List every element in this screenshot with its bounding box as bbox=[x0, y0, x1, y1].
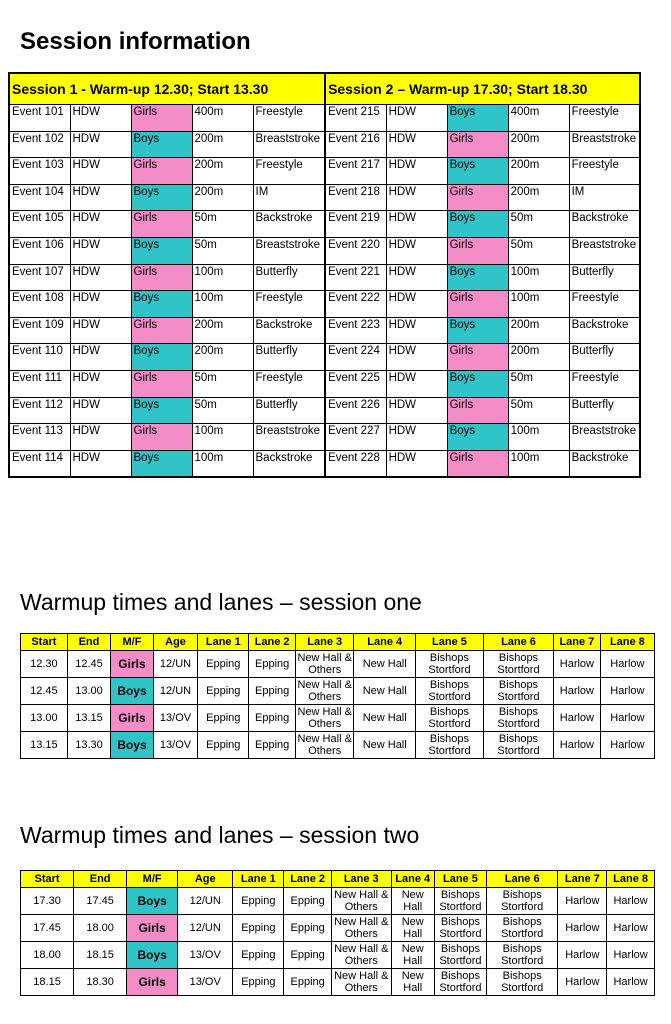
lane-1-cell: Epping bbox=[233, 942, 284, 969]
lane-3-cell: New Hall & Others bbox=[331, 942, 391, 969]
column-header: Lane 3 bbox=[296, 634, 354, 651]
lane-8-cell: Harlow bbox=[600, 732, 654, 759]
club-code-cell: HDW bbox=[386, 158, 447, 185]
distance-cell: 200m bbox=[508, 317, 569, 344]
gender-cell: Girls bbox=[447, 131, 508, 158]
end-time-cell: 13.30 bbox=[67, 732, 111, 759]
gender-cell: Boys bbox=[447, 370, 508, 397]
club-code-cell: HDW bbox=[386, 317, 447, 344]
session-info-row bbox=[9, 397, 640, 424]
gender-cell: Girls bbox=[131, 317, 192, 344]
distance-cell: 50m bbox=[508, 370, 569, 397]
column-header: Start bbox=[21, 634, 68, 651]
stroke-cell: Breaststroke bbox=[253, 237, 325, 264]
gender-cell: Girls bbox=[447, 237, 508, 264]
session-info-row bbox=[9, 317, 640, 344]
club-code-cell: HDW bbox=[70, 158, 131, 185]
end-time-cell: 13.00 bbox=[67, 678, 111, 705]
event-number-cell: Event 227 bbox=[325, 424, 386, 451]
distance-cell: 50m bbox=[192, 237, 253, 264]
stroke-cell: Breaststroke bbox=[569, 237, 640, 264]
lane-8-cell: Harlow bbox=[607, 888, 655, 915]
end-time-cell: 12.45 bbox=[67, 651, 111, 678]
age-group-cell: 13/OV bbox=[153, 732, 198, 759]
stroke-cell: Backstroke bbox=[569, 450, 640, 477]
lane-4-cell: New Hall bbox=[391, 915, 434, 942]
event-number-cell: Event 110 bbox=[9, 344, 70, 371]
lane-5-cell: Bishops Stortford bbox=[416, 732, 484, 759]
lane-4-cell: New Hall bbox=[391, 888, 434, 915]
event-number-cell: Event 228 bbox=[325, 450, 386, 477]
event-number-cell: Event 221 bbox=[325, 264, 386, 291]
distance-cell: 100m bbox=[508, 291, 569, 318]
lane-3-cell: New Hall & Others bbox=[331, 915, 391, 942]
lane-5-cell: Bishops Stortford bbox=[416, 678, 484, 705]
column-header: Lane 2 bbox=[249, 634, 296, 651]
session-info-row bbox=[9, 184, 640, 211]
lane-6-cell: Bishops Stortford bbox=[483, 678, 553, 705]
lane-8-cell: Harlow bbox=[600, 678, 654, 705]
club-code-cell: HDW bbox=[70, 105, 131, 132]
gender-cell: Boys bbox=[131, 184, 192, 211]
club-code-cell: HDW bbox=[386, 397, 447, 424]
lane-7-cell: Harlow bbox=[554, 705, 601, 732]
stroke-cell: Backstroke bbox=[569, 211, 640, 238]
column-header: Lane 8 bbox=[600, 634, 654, 651]
age-group-cell: 13/OV bbox=[178, 942, 233, 969]
distance-cell: 100m bbox=[192, 291, 253, 318]
distance-cell: 200m bbox=[192, 131, 253, 158]
lane-8-cell: Harlow bbox=[600, 705, 654, 732]
session-info-title: Session information bbox=[20, 28, 251, 55]
lane-5-cell: Bishops Stortford bbox=[434, 969, 486, 996]
gender-cell: Girls bbox=[131, 370, 192, 397]
gender-cell: Girls bbox=[447, 397, 508, 424]
gender-cell: Girls bbox=[131, 211, 192, 238]
age-group-cell: 13/OV bbox=[153, 705, 198, 732]
warmup-two-row bbox=[21, 915, 655, 942]
age-group-cell: 12/UN bbox=[178, 888, 233, 915]
warmup-one-title: Warmup times and lanes – session one bbox=[20, 589, 422, 615]
lane-7-cell: Harlow bbox=[554, 732, 601, 759]
session-info-row bbox=[9, 370, 640, 397]
lane-5-cell: Bishops Stortford bbox=[434, 915, 486, 942]
start-time-cell: 12.45 bbox=[21, 678, 68, 705]
start-time-cell: 17.45 bbox=[21, 915, 74, 942]
event-number-cell: Event 101 bbox=[9, 105, 70, 132]
stroke-cell: Butterfly bbox=[253, 344, 325, 371]
stroke-cell: Freestyle bbox=[253, 158, 325, 185]
stroke-cell: Backstroke bbox=[253, 317, 325, 344]
stroke-cell: IM bbox=[253, 184, 325, 211]
gender-cell: Boys bbox=[131, 450, 192, 477]
session-info-row bbox=[9, 158, 640, 185]
stroke-cell: IM bbox=[569, 184, 640, 211]
gender-cell: Girls bbox=[131, 424, 192, 451]
event-number-cell: Event 103 bbox=[9, 158, 70, 185]
distance-cell: 200m bbox=[192, 158, 253, 185]
column-header: Lane 3 bbox=[331, 871, 391, 888]
lane-3-cell: New Hall & Others bbox=[297, 706, 352, 730]
gender-cell: Boys bbox=[131, 291, 192, 318]
lane-2-cell: Epping bbox=[249, 678, 296, 705]
column-header: Age bbox=[178, 871, 233, 888]
distance-cell: 200m bbox=[508, 158, 569, 185]
gender-cell: Girls bbox=[131, 264, 192, 291]
club-code-cell: HDW bbox=[70, 370, 131, 397]
lane-1-cell: Epping bbox=[233, 888, 284, 915]
distance-cell: 100m bbox=[192, 264, 253, 291]
club-code-cell: HDW bbox=[70, 291, 131, 318]
club-code-cell: HDW bbox=[70, 131, 131, 158]
start-time-cell: 17.30 bbox=[21, 888, 74, 915]
event-number-cell: Event 106 bbox=[9, 237, 70, 264]
club-code-cell: HDW bbox=[70, 344, 131, 371]
column-header: Lane 7 bbox=[554, 634, 601, 651]
stroke-cell: Freestyle bbox=[569, 370, 640, 397]
end-time-cell: 18.00 bbox=[74, 915, 127, 942]
distance-cell: 200m bbox=[508, 184, 569, 211]
column-header: Lane 4 bbox=[391, 871, 434, 888]
event-number-cell: Event 217 bbox=[325, 158, 386, 185]
club-code-cell: HDW bbox=[386, 211, 447, 238]
gender-cell: Girls bbox=[127, 915, 178, 942]
lane-3-cell: New Hall & Others bbox=[331, 969, 391, 996]
lane-4-cell: New Hall bbox=[354, 678, 416, 705]
lane-2-cell: Epping bbox=[284, 915, 332, 942]
event-number-cell: Event 105 bbox=[9, 211, 70, 238]
event-number-cell: Event 102 bbox=[9, 131, 70, 158]
distance-cell: 200m bbox=[508, 131, 569, 158]
stroke-cell: Butterfly bbox=[253, 264, 325, 291]
age-group-cell: 13/OV bbox=[178, 969, 233, 996]
club-code-cell: HDW bbox=[386, 291, 447, 318]
lane-6-cell: Bishops Stortford bbox=[486, 888, 558, 915]
distance-cell: 200m bbox=[192, 184, 253, 211]
gender-cell: Boys bbox=[447, 264, 508, 291]
distance-cell: 50m bbox=[508, 237, 569, 264]
distance-cell: 200m bbox=[192, 344, 253, 371]
club-code-cell: HDW bbox=[386, 131, 447, 158]
club-code-cell: HDW bbox=[70, 424, 131, 451]
distance-cell: 400m bbox=[508, 105, 569, 132]
event-number-cell: Event 216 bbox=[325, 131, 386, 158]
lane-2-cell: Epping bbox=[249, 732, 296, 759]
lane-7-cell: Harlow bbox=[558, 888, 607, 915]
lane-2-cell: Epping bbox=[249, 651, 296, 678]
lane-7-cell: Harlow bbox=[558, 942, 607, 969]
lane-1-cell: Epping bbox=[198, 678, 249, 705]
warmup-two-row bbox=[21, 969, 655, 996]
gender-cell: Girls bbox=[447, 291, 508, 318]
session1-header: Session 1 - Warm-up 12.30; Start 13.30 bbox=[9, 73, 325, 105]
distance-cell: 200m bbox=[508, 344, 569, 371]
club-code-cell: HDW bbox=[386, 264, 447, 291]
gender-cell: Girls bbox=[131, 158, 192, 185]
lane-6-cell: Bishops Stortford bbox=[483, 651, 553, 678]
club-code-cell: HDW bbox=[386, 424, 447, 451]
stroke-cell: Freestyle bbox=[253, 370, 325, 397]
lane-2-cell: Epping bbox=[284, 969, 332, 996]
session-info-row bbox=[9, 211, 640, 238]
column-header: Lane 6 bbox=[483, 634, 553, 651]
end-time-cell: 13.15 bbox=[67, 705, 111, 732]
lane-4-cell: New Hall bbox=[391, 969, 434, 996]
lane-6-cell: Bishops Stortford bbox=[486, 969, 558, 996]
column-header: Lane 6 bbox=[486, 871, 558, 888]
gender-cell: Girls bbox=[131, 105, 192, 132]
stroke-cell: Backstroke bbox=[253, 450, 325, 477]
stroke-cell: Butterfly bbox=[569, 344, 640, 371]
warmup-two-table bbox=[20, 870, 655, 996]
lane-1-cell: Epping bbox=[198, 651, 249, 678]
session-info-row bbox=[9, 291, 640, 318]
gender-cell: Boys bbox=[447, 424, 508, 451]
event-number-cell: Event 109 bbox=[9, 317, 70, 344]
club-code-cell: HDW bbox=[386, 450, 447, 477]
column-header: End bbox=[74, 871, 127, 888]
stroke-cell: Butterfly bbox=[569, 264, 640, 291]
lane-4-cell: New Hall bbox=[354, 705, 416, 732]
gender-cell: Girls bbox=[447, 450, 508, 477]
lane-3-cell: New Hall & Others bbox=[331, 888, 391, 915]
event-number-cell: Event 215 bbox=[325, 105, 386, 132]
warmup-two-row bbox=[21, 888, 655, 915]
distance-cell: 50m bbox=[508, 397, 569, 424]
gender-cell: Boys bbox=[131, 131, 192, 158]
session-info-row bbox=[9, 105, 640, 132]
event-number-cell: Event 107 bbox=[9, 264, 70, 291]
lane-8-cell: Harlow bbox=[600, 651, 654, 678]
lane-2-cell: Epping bbox=[249, 705, 296, 732]
session-info-row bbox=[9, 264, 640, 291]
lane-2-cell: Epping bbox=[284, 942, 332, 969]
event-number-cell: Event 218 bbox=[325, 184, 386, 211]
lane-3-cell: New Hall & Others bbox=[297, 679, 352, 703]
stroke-cell: Freestyle bbox=[569, 105, 640, 132]
lane-4-cell: New Hall bbox=[391, 942, 434, 969]
lane-7-cell: Harlow bbox=[558, 969, 607, 996]
club-code-cell: HDW bbox=[386, 370, 447, 397]
club-code-cell: HDW bbox=[70, 237, 131, 264]
lane-3-cell: New Hall & Others bbox=[297, 733, 352, 757]
club-code-cell: HDW bbox=[386, 184, 447, 211]
club-code-cell: HDW bbox=[386, 344, 447, 371]
warmup-two-row bbox=[21, 942, 655, 969]
session-info-row bbox=[9, 131, 640, 158]
end-time-cell: 17.45 bbox=[74, 888, 127, 915]
event-number-cell: Event 104 bbox=[9, 184, 70, 211]
warmup-two-title: Warmup times and lanes – session two bbox=[20, 822, 420, 848]
column-header: Lane 1 bbox=[198, 634, 249, 651]
start-time-cell: 18.15 bbox=[21, 969, 74, 996]
warmup-one-row bbox=[21, 651, 655, 678]
lane-1-cell: Epping bbox=[198, 732, 249, 759]
gender-cell: Boys bbox=[447, 211, 508, 238]
lane-3-cell: New Hall & Others bbox=[297, 652, 352, 676]
stroke-cell: Freestyle bbox=[253, 105, 325, 132]
warmup-one-row bbox=[21, 705, 655, 732]
lane-5-cell: Bishops Stortford bbox=[416, 705, 484, 732]
age-group-cell: 12/UN bbox=[178, 915, 233, 942]
stroke-cell: Freestyle bbox=[253, 291, 325, 318]
session-info-table bbox=[8, 72, 641, 478]
session-info-row bbox=[9, 344, 640, 371]
lane-6-cell: Bishops Stortford bbox=[483, 732, 553, 759]
club-code-cell: HDW bbox=[70, 211, 131, 238]
lane-6-cell: Bishops Stortford bbox=[486, 942, 558, 969]
lane-2-cell: Epping bbox=[284, 888, 332, 915]
lane-8-cell: Harlow bbox=[607, 915, 655, 942]
distance-cell: 100m bbox=[192, 424, 253, 451]
session2-header: Session 2 – Warm-up 17.30; Start 18.30 bbox=[325, 73, 640, 105]
start-time-cell: 18.00 bbox=[21, 942, 74, 969]
column-header: M/F bbox=[127, 871, 178, 888]
gender-cell: Boys bbox=[447, 105, 508, 132]
distance-cell: 200m bbox=[192, 317, 253, 344]
lane-4-cell: New Hall bbox=[354, 651, 416, 678]
end-time-cell: 18.15 bbox=[74, 942, 127, 969]
lane-5-cell: Bishops Stortford bbox=[434, 888, 486, 915]
gender-cell: Girls bbox=[111, 705, 153, 732]
start-time-cell: 12.30 bbox=[21, 651, 68, 678]
column-header: Age bbox=[153, 634, 198, 651]
club-code-cell: HDW bbox=[386, 105, 447, 132]
stroke-cell: Backstroke bbox=[569, 317, 640, 344]
lane-8-cell: Harlow bbox=[607, 942, 655, 969]
gender-cell: Girls bbox=[447, 184, 508, 211]
stroke-cell: Backstroke bbox=[253, 211, 325, 238]
column-header: Start bbox=[21, 871, 74, 888]
club-code-cell: HDW bbox=[70, 264, 131, 291]
lane-7-cell: Harlow bbox=[554, 651, 601, 678]
distance-cell: 50m bbox=[192, 211, 253, 238]
distance-cell: 400m bbox=[192, 105, 253, 132]
lane-7-cell: Harlow bbox=[558, 915, 607, 942]
event-number-cell: Event 113 bbox=[9, 424, 70, 451]
event-number-cell: Event 226 bbox=[325, 397, 386, 424]
gender-cell: Boys bbox=[131, 397, 192, 424]
lane-7-cell: Harlow bbox=[554, 678, 601, 705]
distance-cell: 50m bbox=[192, 397, 253, 424]
event-number-cell: Event 223 bbox=[325, 317, 386, 344]
gender-cell: Boys bbox=[447, 317, 508, 344]
event-number-cell: Event 219 bbox=[325, 211, 386, 238]
session-info-row bbox=[9, 424, 640, 451]
warmup-two-header-row bbox=[21, 871, 655, 888]
event-number-cell: Event 220 bbox=[325, 237, 386, 264]
column-header: Lane 5 bbox=[416, 634, 484, 651]
column-header: Lane 1 bbox=[233, 871, 284, 888]
club-code-cell: HDW bbox=[70, 450, 131, 477]
column-header: Lane 8 bbox=[607, 871, 655, 888]
gender-cell: Boys bbox=[111, 678, 153, 705]
event-number-cell: Event 222 bbox=[325, 291, 386, 318]
session-info-row bbox=[9, 237, 640, 264]
stroke-cell: Freestyle bbox=[569, 158, 640, 185]
stroke-cell: Freestyle bbox=[569, 291, 640, 318]
lane-8-cell: Harlow bbox=[607, 969, 655, 996]
event-number-cell: Event 225 bbox=[325, 370, 386, 397]
stroke-cell: Breaststroke bbox=[253, 424, 325, 451]
lane-6-cell: Bishops Stortford bbox=[486, 915, 558, 942]
column-header: Lane 2 bbox=[284, 871, 332, 888]
gender-cell: Boys bbox=[127, 888, 178, 915]
gender-cell: Girls bbox=[111, 651, 153, 678]
age-group-cell: 12/UN bbox=[153, 651, 198, 678]
distance-cell: 100m bbox=[508, 450, 569, 477]
warmup-one-row bbox=[21, 678, 655, 705]
age-group-cell: 12/UN bbox=[153, 678, 198, 705]
gender-cell: Girls bbox=[127, 969, 178, 996]
lane-1-cell: Epping bbox=[198, 705, 249, 732]
stroke-cell: Breaststroke bbox=[569, 131, 640, 158]
club-code-cell: HDW bbox=[70, 184, 131, 211]
distance-cell: 100m bbox=[192, 450, 253, 477]
event-number-cell: Event 112 bbox=[9, 397, 70, 424]
warmup-one-row bbox=[21, 732, 655, 759]
column-header: Lane 5 bbox=[434, 871, 486, 888]
gender-cell: Boys bbox=[127, 942, 178, 969]
club-code-cell: HDW bbox=[70, 397, 131, 424]
distance-cell: 50m bbox=[192, 370, 253, 397]
event-number-cell: Event 114 bbox=[9, 450, 70, 477]
gender-cell: Girls bbox=[447, 344, 508, 371]
lane-1-cell: Epping bbox=[233, 915, 284, 942]
club-code-cell: HDW bbox=[386, 237, 447, 264]
gender-cell: Boys bbox=[131, 344, 192, 371]
column-header: M/F bbox=[111, 634, 153, 651]
warmup-one-table bbox=[20, 633, 655, 759]
lane-5-cell: Bishops Stortford bbox=[416, 651, 484, 678]
distance-cell: 100m bbox=[508, 264, 569, 291]
lane-4-cell: New Hall bbox=[354, 732, 416, 759]
session-info-header-row bbox=[9, 73, 640, 105]
event-number-cell: Event 224 bbox=[325, 344, 386, 371]
start-time-cell: 13.00 bbox=[21, 705, 68, 732]
end-time-cell: 18.30 bbox=[74, 969, 127, 996]
event-number-cell: Event 111 bbox=[9, 370, 70, 397]
session-info-row bbox=[9, 450, 640, 477]
lane-1-cell: Epping bbox=[233, 969, 284, 996]
warmup-one-header-row bbox=[21, 634, 655, 651]
distance-cell: 100m bbox=[508, 424, 569, 451]
stroke-cell: Breaststroke bbox=[253, 131, 325, 158]
club-code-cell: HDW bbox=[70, 317, 131, 344]
lane-6-cell: Bishops Stortford bbox=[483, 705, 553, 732]
column-header: Lane 4 bbox=[354, 634, 416, 651]
gender-cell: Boys bbox=[447, 158, 508, 185]
stroke-cell: Butterfly bbox=[253, 397, 325, 424]
lane-5-cell: Bishops Stortford bbox=[434, 942, 486, 969]
start-time-cell: 13.15 bbox=[21, 732, 68, 759]
gender-cell: Boys bbox=[131, 237, 192, 264]
column-header: Lane 7 bbox=[558, 871, 607, 888]
event-number-cell: Event 108 bbox=[9, 291, 70, 318]
column-header: End bbox=[67, 634, 111, 651]
distance-cell: 50m bbox=[508, 211, 569, 238]
stroke-cell: Butterfly bbox=[569, 397, 640, 424]
stroke-cell: Breaststroke bbox=[569, 424, 640, 451]
gender-cell: Boys bbox=[111, 732, 153, 759]
